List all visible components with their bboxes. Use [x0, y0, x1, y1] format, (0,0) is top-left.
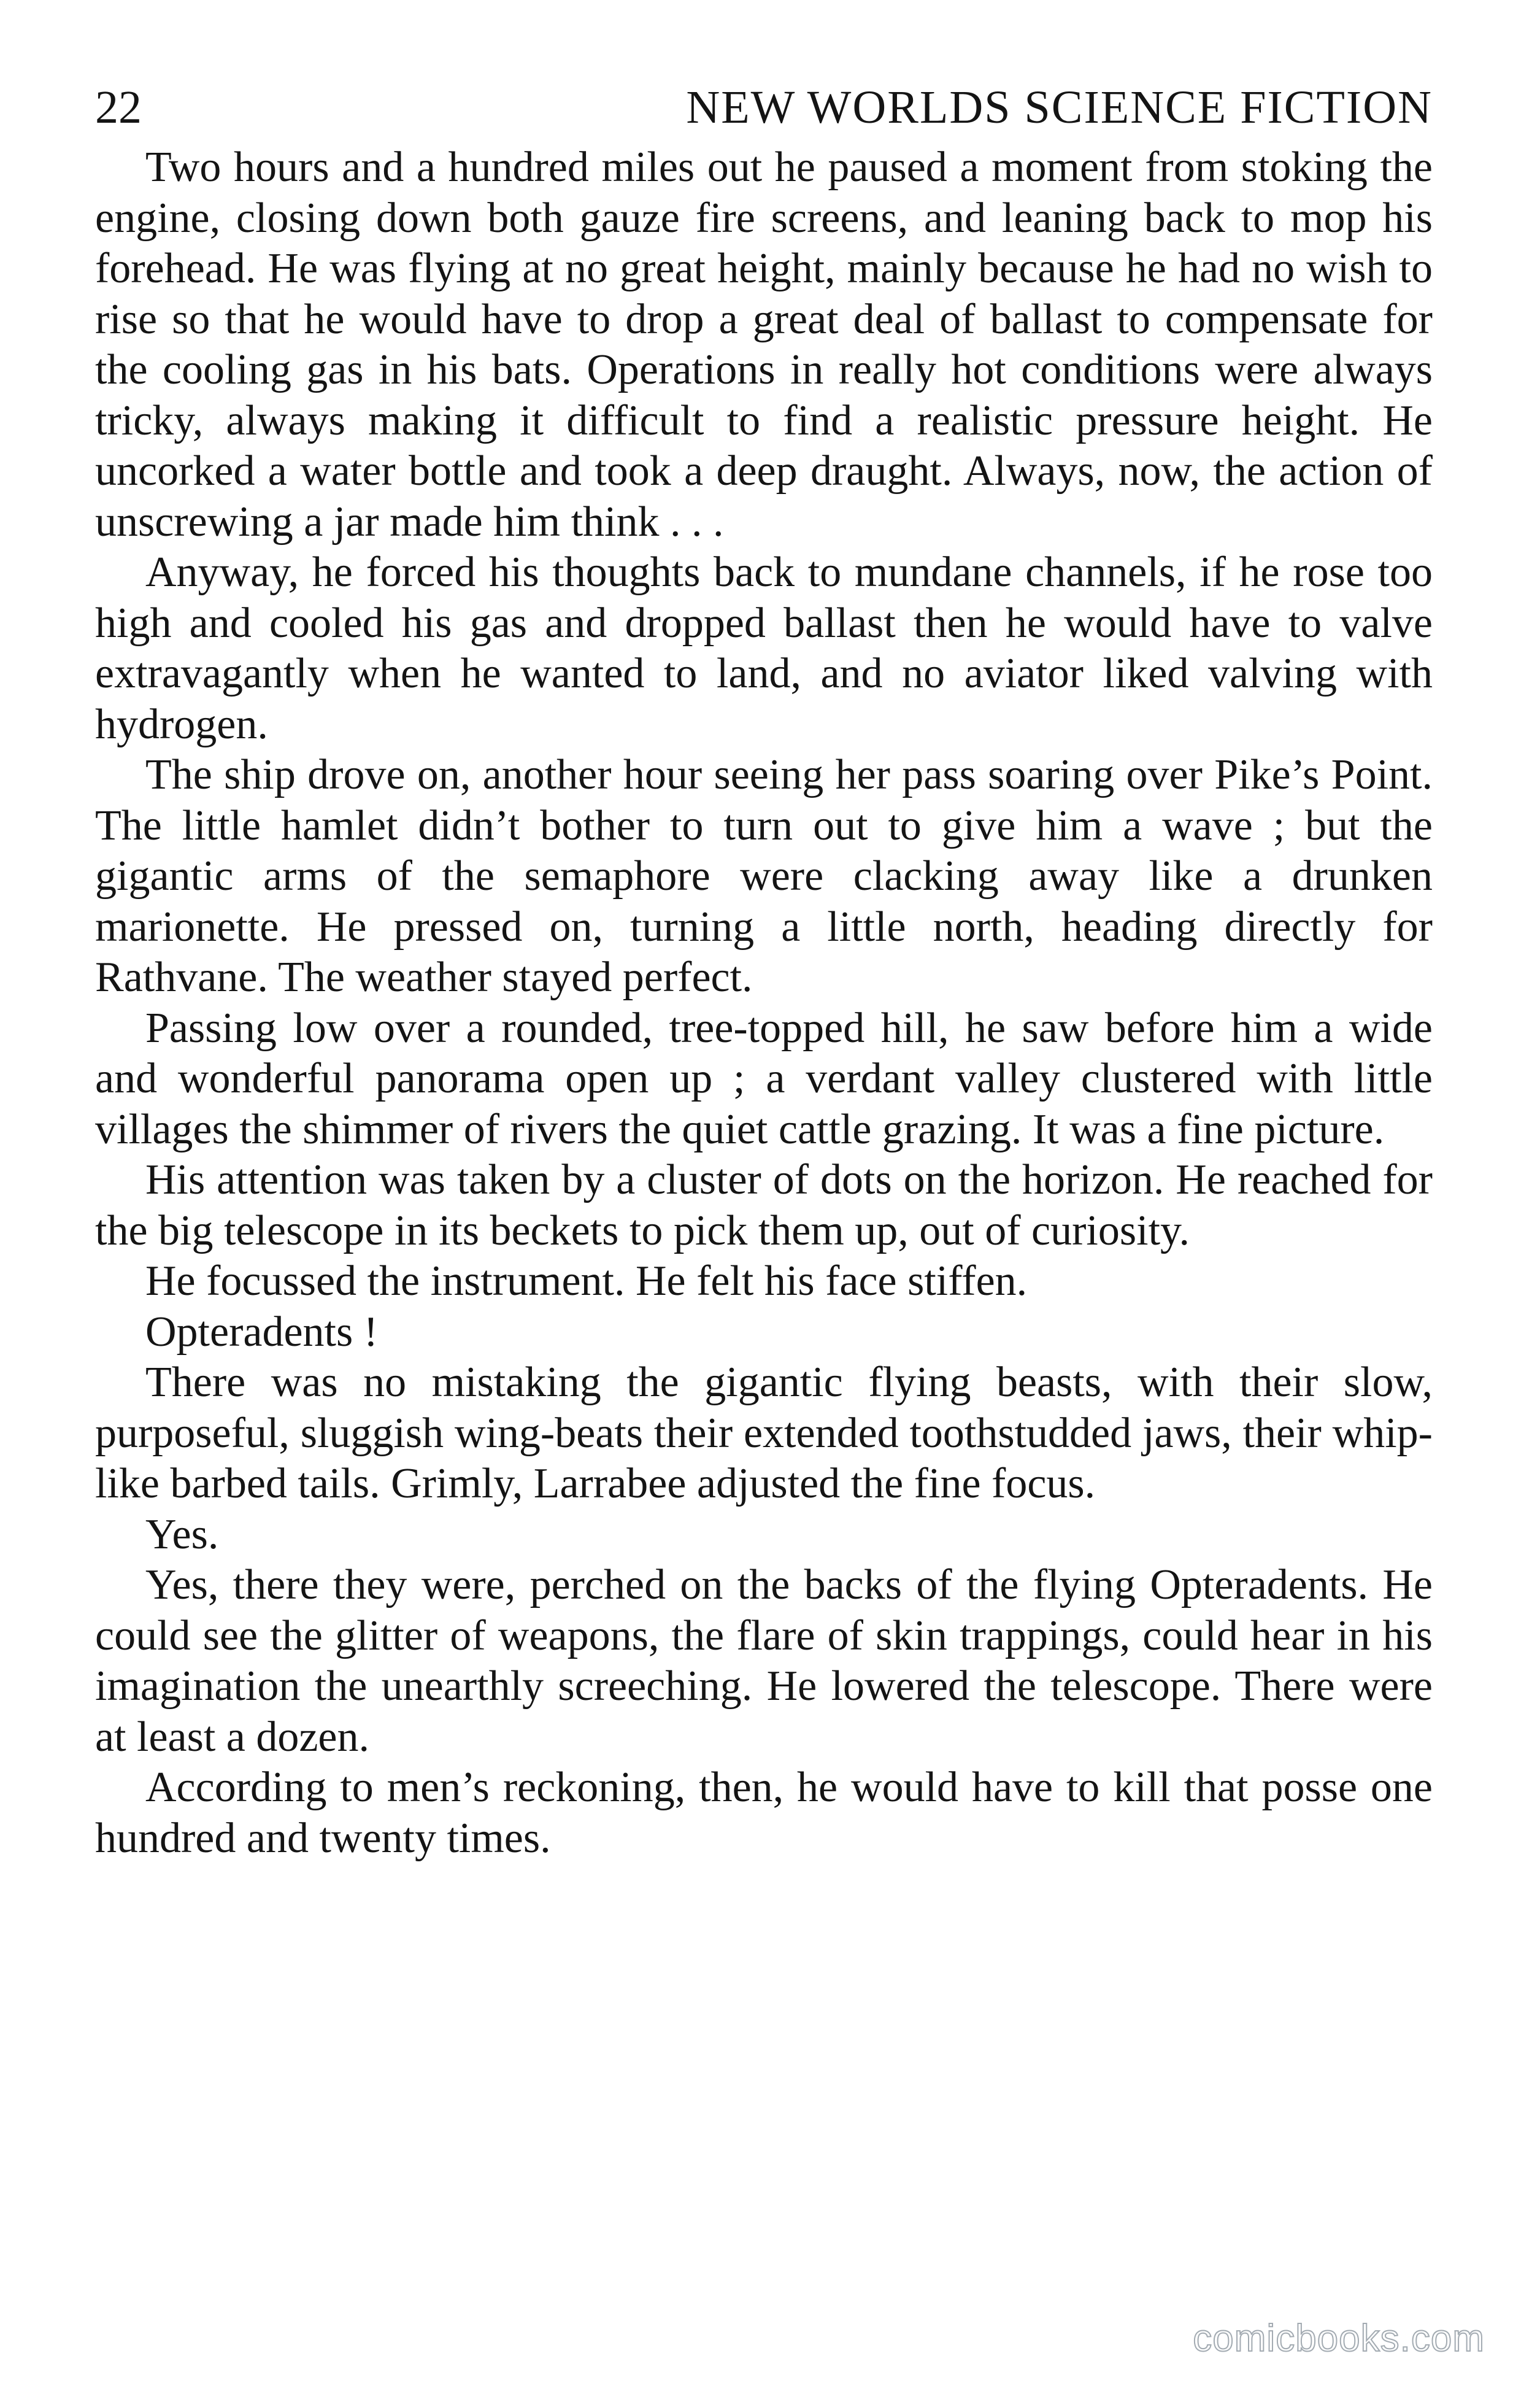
paragraph: He focussed the instrument. He felt his face stiffen.	[145, 1257, 1028, 1305]
page-number: 22	[95, 82, 142, 133]
running-title: NEW WORLDS SCIENCE FICTION	[686, 82, 1433, 133]
site-watermark: comicbooks.com	[1193, 2317, 1485, 2360]
paragraph: Yes.	[145, 1510, 219, 1558]
paragraph: Opteradents !	[145, 1308, 379, 1356]
paragraph: Anyway, he forced his thoughts back to mundane channels, if he rose too high and cooled his gas and dropped ballast then he would have to valve extravagantly when he wanted to land, and no aviator liked valving with hydrogen.	[95, 549, 1433, 748]
paragraph: According to men’s reckoning, then, he would have to kill that posse one hundred and twenty times.	[95, 1764, 1433, 1862]
paragraph: Yes, there they were, perched on the backs of the flying Opteradents. He could see the glitter of weapons, the flare of skin trappings, could hear in his imagination the unearthly screeching. He lowered the telescope. There were at least a dozen.	[95, 1561, 1433, 1761]
story-text	[95, 142, 1433, 1864]
paragraph: His attention was taken by a cluster of dots on the horizon. He reached for the big telescope in its beckets to pick them up, out of curiosity.	[95, 1156, 1433, 1254]
paragraph: Two hours and a hundred miles out he paused a moment from stoking the engine, closing down both gauze fire screens, and leaning back to mop his forehead. He was flying at no great height, mainly because he had no wish to rise so that he would have to drop a great deal of ballast to compensate for the cooling gas in his bats. Operations in really hot conditions were always tricky, always making it difficult to find a realistic pressure height. He uncorked a water bottle and took a deep draught. Always, now, the action of unscrewing a jar made him think . . .	[95, 144, 1433, 546]
paragraph: The ship drove on, another hour seeing her pass soaring over Pike’s Point. The little hamlet didn’t bother to turn out to give him a wave ; but the gigantic arms of the semaphore were clacking away like a drunken marionette. He pressed on, turning a little north, heading directly for Rathvane. The weather stayed perfect.	[95, 751, 1433, 1001]
paragraph: There was no mistaking the gigantic flying beasts, with their slow, purposeful, sluggish wing-beats their extended toothstudded jaws, their whip-like barbed tails. Grimly, Larrabee adjusted the fine focus.	[95, 1359, 1433, 1507]
paragraph: Passing low over a rounded, tree-topped hill, he saw before him a wide and wonderful panorama open up ; a verdant valley clustered with little villages the shimmer of rivers the quiet cattle grazing. It was a fine picture.	[95, 1004, 1433, 1153]
running-head	[95, 80, 1433, 135]
book-page	[95, 80, 1433, 1864]
